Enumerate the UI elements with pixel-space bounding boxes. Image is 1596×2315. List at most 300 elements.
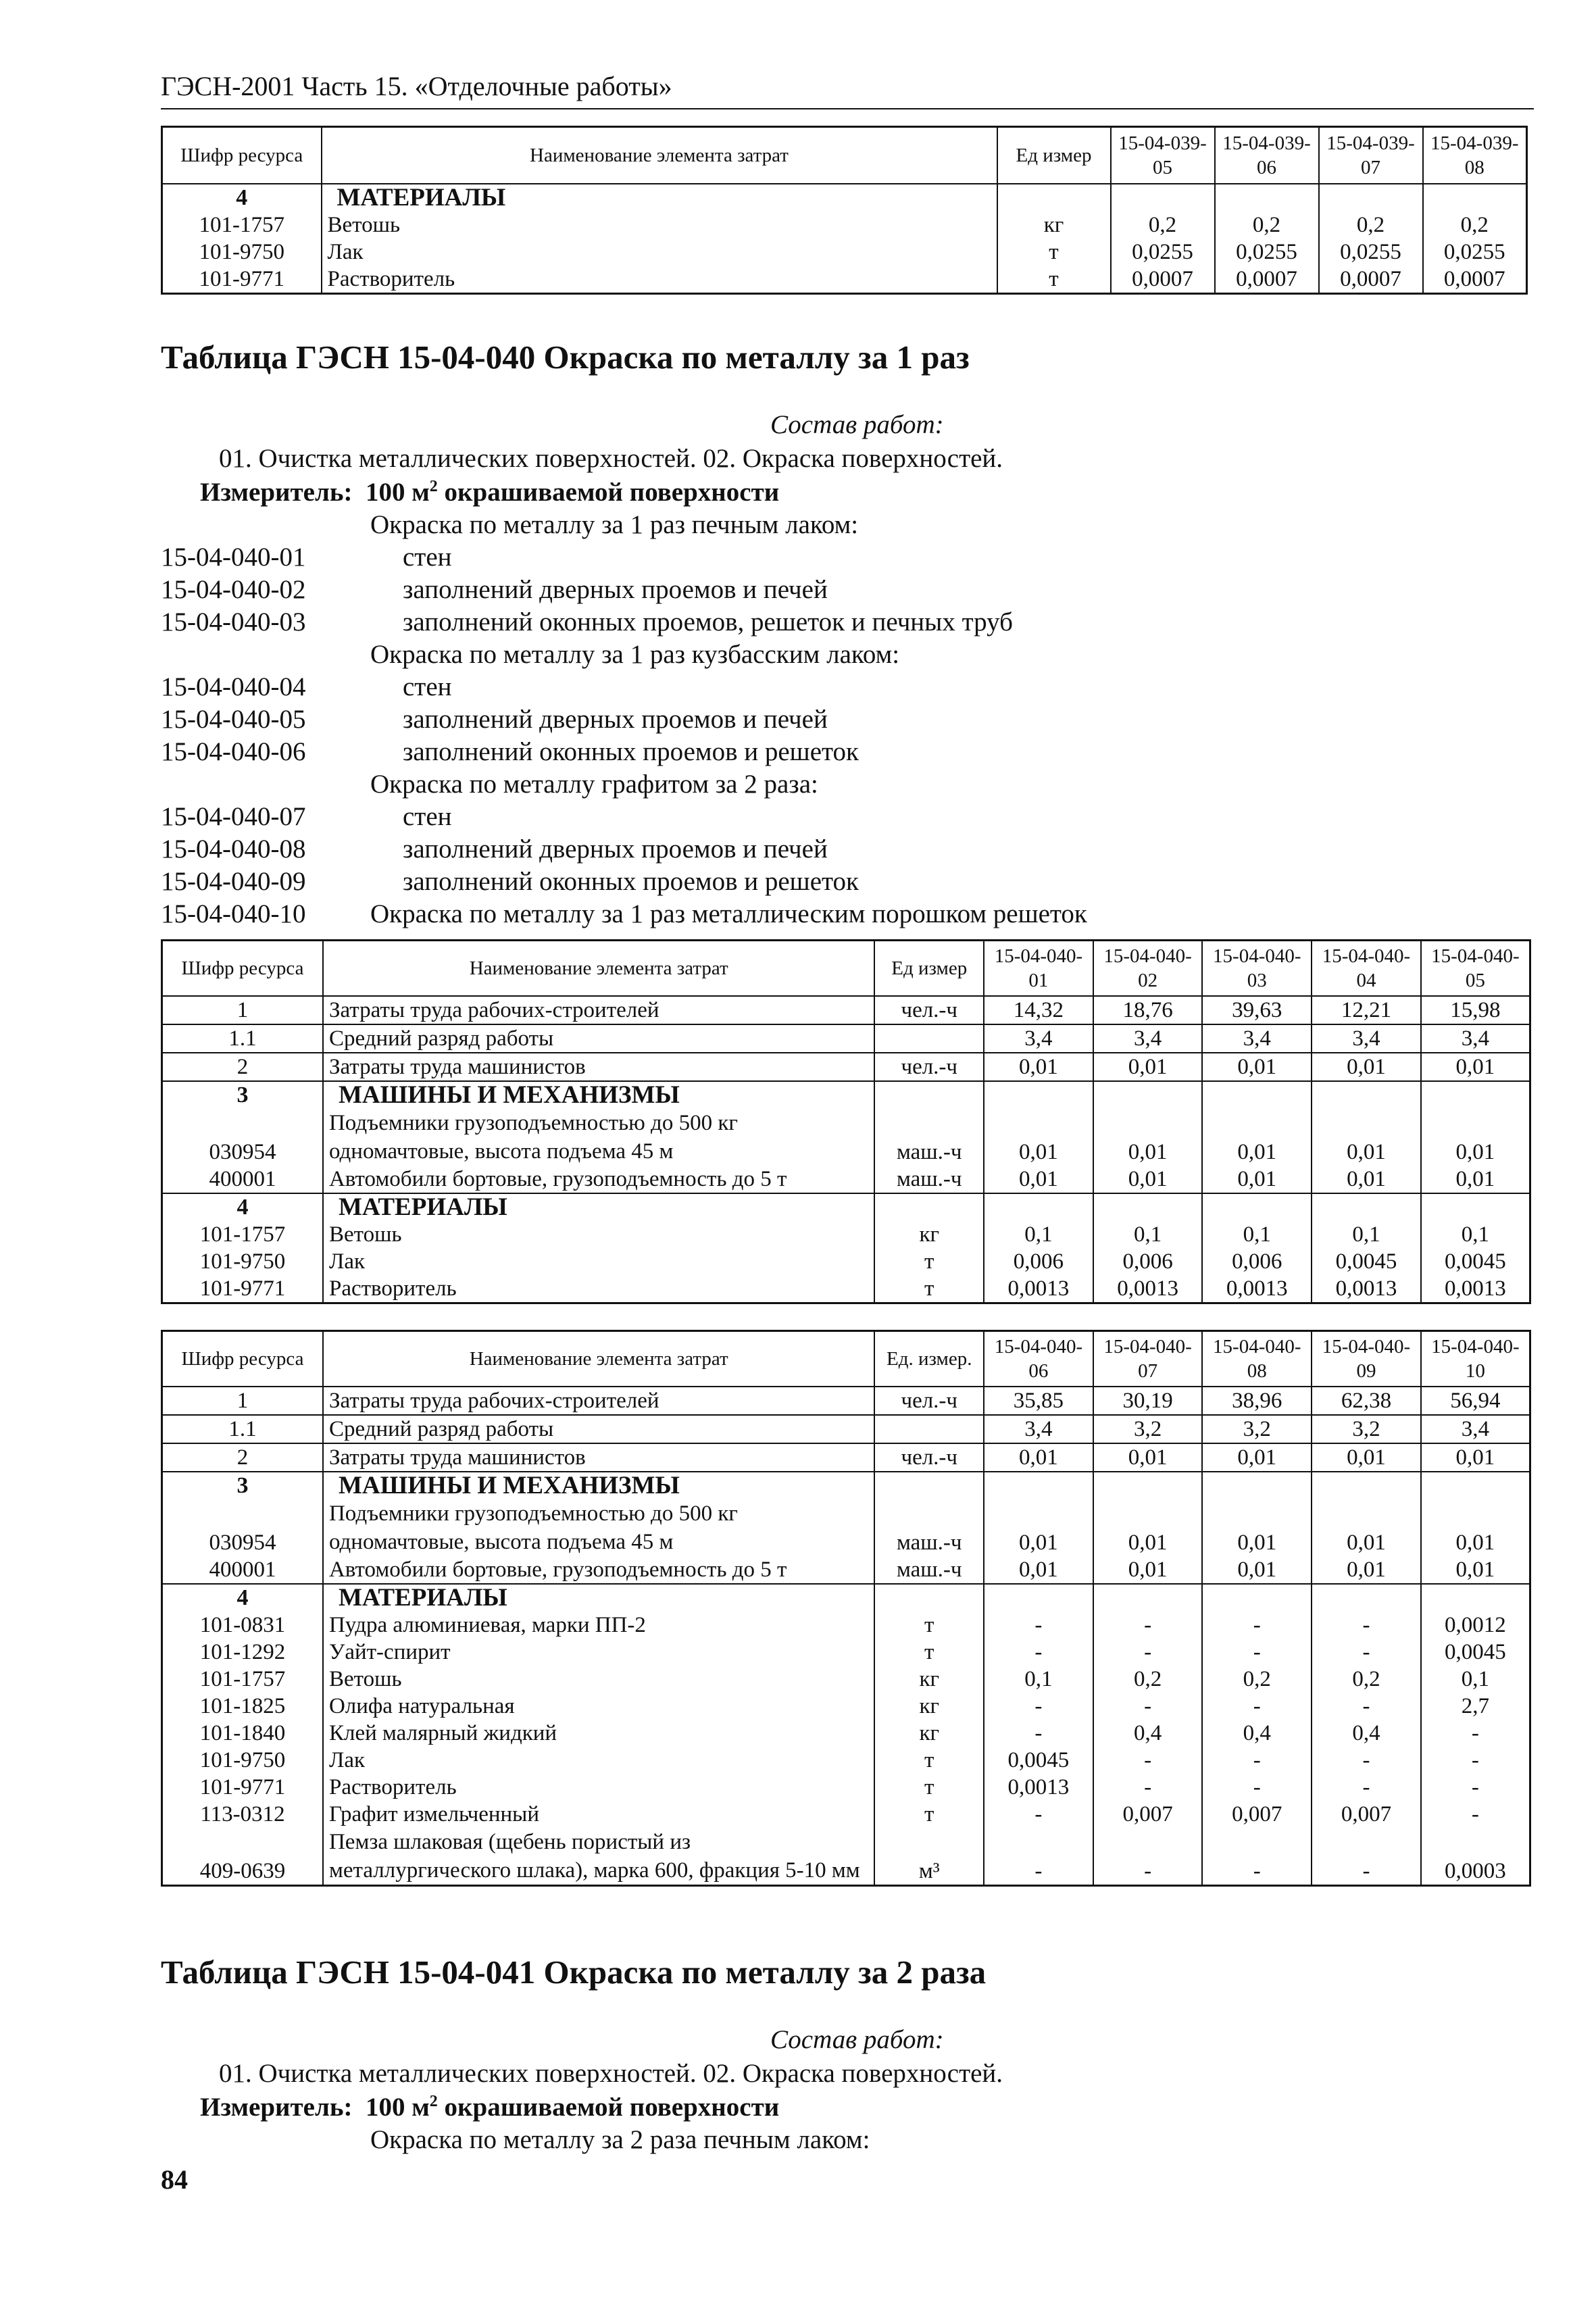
cell-value: 0,2 [1423,211,1527,239]
col-header-rate: 15-04-039-07 [1319,127,1423,184]
cell-value: 0,0007 [1215,266,1319,294]
measure-tail: окрашиваемой поверхности [444,478,780,507]
option-text: стен [403,543,452,572]
cell-value: 0,2 [1319,211,1423,239]
option-code: 15-04-040-02 [161,575,306,604]
col-header-name: Наименование элемента затрат [323,941,874,996]
cell-name: Средний разряд работы [323,1024,874,1053]
cell-value [984,1472,1093,1499]
cell-name: Лак [322,239,997,266]
cell-value: 3,4 [1093,1024,1203,1053]
cell-unit: т [874,1639,984,1666]
cell-value: 3,2 [1202,1415,1312,1443]
cell-unit: т [874,1612,984,1639]
cell-code: 4 [162,1193,323,1221]
cell-name: МАШИНЫ И МЕХАНИЗМЫ [323,1081,874,1109]
table-body [162,996,1530,1303]
option-text: заполнений оконных проемов и решеток [403,867,859,896]
cell-value: 0,1 [984,1221,1093,1248]
cell-value: 0,01 [1312,1556,1421,1584]
cell-unit [874,1415,984,1443]
cell-value: 2,7 [1421,1693,1530,1720]
cell-value [984,1081,1093,1109]
cell-code: 030954 [162,1109,323,1166]
cell-code: 3 [162,1472,323,1499]
cell-value: - [1202,1612,1312,1639]
resource-table-040-b [161,1330,1531,1887]
cell-value: 62,38 [1312,1387,1421,1415]
cell-value: 0,01 [1202,1053,1312,1081]
cell-value: - [1312,1774,1421,1801]
table-row [162,1193,1530,1221]
cell-name: Подъемники грузоподъемностью до 500 кг одномачтовые, высота подъема 45 м [323,1499,874,1556]
table-row [162,1443,1530,1472]
col-header-rate: 15-04-040-02 [1093,941,1203,996]
cell-value: 0,0013 [984,1774,1093,1801]
cell-value: 0,4 [1202,1720,1312,1747]
cell-value: 0,2 [1093,1666,1203,1693]
table-title: Таблица ГЭСН 15-04-041 Окраска по металлу за 2 раза [161,1953,987,1991]
cell-name: Пудра алюминиевая, марки ПП-2 [323,1612,874,1639]
cell-value [1093,1472,1203,1499]
table-row [162,1275,1530,1303]
cell-value: 0,01 [984,1166,1093,1193]
cell-value [984,1584,1093,1612]
measure-value: 100 м [365,478,430,507]
cell-unit: маш.-ч [874,1166,984,1193]
cell-name: Ветошь [322,211,997,239]
cell-code: 1 [162,1387,323,1415]
cell-value: - [1312,1828,1421,1886]
col-header-rate: 15-04-040-03 [1202,941,1312,996]
cell-value: - [1312,1612,1421,1639]
cell-value: - [1421,1720,1530,1747]
cell-value: 0,01 [984,1499,1093,1556]
cell-name: Графит измельченный [323,1801,874,1828]
cell-value: 0,01 [1202,1443,1312,1472]
cell-value: - [1093,1828,1203,1886]
cell-value [1215,184,1319,211]
cell-value: 56,94 [1421,1387,1530,1415]
option-text: заполнений оконных проемов и решеток [403,737,859,766]
cell-value: - [1312,1639,1421,1666]
cell-code: 409-0639 [162,1828,323,1886]
cell-value: 0,1 [1421,1666,1530,1693]
cell-name: Растворитель [323,1275,874,1303]
cell-value: - [984,1801,1093,1828]
col-header-unit: Ед измер [997,127,1111,184]
cell-value: 0,01 [1312,1166,1421,1193]
table-row [162,1221,1530,1248]
cell-code: 030954 [162,1499,323,1556]
cell-name: МАТЕРИАЛЫ [322,184,997,211]
page-number: 84 [161,2164,188,2195]
cell-code: 113-0312 [162,1801,323,1828]
cell-code: 4 [162,184,322,211]
col-header-code: Шифр ресурса [162,127,322,184]
option-text: заполнений дверных проемов и печей [403,835,828,864]
table-row [162,1024,1530,1053]
cell-code: 101-1292 [162,1639,323,1666]
table-row [162,1387,1530,1415]
cell-value: 0,0007 [1319,266,1423,294]
cell-unit: кг [874,1720,984,1747]
cell-value [1312,1472,1421,1499]
cell-value: 0,01 [984,1053,1093,1081]
cell-name: Лак [323,1747,874,1774]
table-row [162,1556,1530,1584]
cell-value: 0,01 [1202,1499,1312,1556]
cell-value: 0,1 [984,1666,1093,1693]
cell-value: 0,0012 [1421,1612,1530,1639]
cell-name: Ветошь [323,1221,874,1248]
cell-value: 3,2 [1093,1415,1203,1443]
cell-value: 0,01 [1312,1443,1421,1472]
cell-value: 0,0045 [1421,1639,1530,1666]
cell-value: 0,0045 [1421,1248,1530,1275]
cell-name: Автомобили бортовые, грузоподъемность до 5 т [323,1556,874,1584]
table-row [162,1612,1530,1639]
cell-unit: т [874,1801,984,1828]
cell-value: - [1421,1747,1530,1774]
cell-value: 0,01 [1421,1053,1530,1081]
cell-value [984,1193,1093,1221]
option-text: Окраска по металлу за 1 раз металлическим порошком решеток [370,899,1087,928]
cell-name: Затраты труда рабочих-строителей [323,1387,874,1415]
col-header-rate: 15-04-040-09 [1312,1331,1421,1387]
cell-name: Средний разряд работы [323,1415,874,1443]
cell-value: - [984,1828,1093,1886]
table-body [162,184,1527,294]
cell-value: 0,01 [1421,1166,1530,1193]
cell-value: 3,4 [984,1024,1093,1053]
cell-value: 0,1 [1312,1221,1421,1248]
cell-code: 1.1 [162,1415,323,1443]
cell-value: 14,32 [984,996,1093,1024]
col-header-rate: 15-04-039-08 [1423,127,1527,184]
cell-value: 0,0007 [1423,266,1527,294]
cell-value: 0,01 [1093,1053,1203,1081]
cell-value: - [1093,1774,1203,1801]
option-group-title: Окраска по металлу графитом за 2 раза: [370,770,818,799]
cell-value: - [1093,1612,1203,1639]
cell-value [1421,1472,1530,1499]
cell-value: 0,01 [1312,1499,1421,1556]
cell-unit: т [874,1747,984,1774]
cell-unit: т [874,1248,984,1275]
cell-code: 101-1840 [162,1720,323,1747]
cell-value: 15,98 [1421,996,1530,1024]
cell-value: 0,0255 [1111,239,1215,266]
option-code: 15-04-040-09 [161,867,306,896]
cell-value: - [1202,1747,1312,1774]
cell-value [1093,1584,1203,1612]
cell-unit: чел.-ч [874,1053,984,1081]
cell-unit: кг [874,1666,984,1693]
cell-value: 0,2 [1111,211,1215,239]
option-code: 15-04-040-06 [161,737,306,766]
cell-value: 0,0013 [1421,1275,1530,1303]
work-composition-text: 01. Очистка металлических поверхностей. 02. Окраска поверхностей. [219,444,1003,473]
cell-unit: чел.-ч [874,996,984,1024]
cell-value: 0,01 [1202,1109,1312,1166]
cell-value: 0,01 [1093,1109,1203,1166]
cell-name: Растворитель [323,1774,874,1801]
cell-value: 0,0255 [1423,239,1527,266]
table-body [162,1387,1530,1886]
cell-code: 4 [162,1584,323,1612]
option-text: стен [403,802,452,831]
measure-line [200,477,779,507]
table-row [162,1720,1530,1747]
table-row [162,239,1527,266]
work-composition-label: Состав работ: [770,2025,944,2054]
cell-name: Растворитель [322,266,997,294]
table-title: Таблица ГЭСН 15-04-040 Окраска по металлу за 1 раз [161,339,970,376]
cell-unit: кг [874,1221,984,1248]
cell-unit: маш.-ч [874,1556,984,1584]
table-row [162,184,1527,211]
cell-name: Лак [323,1248,874,1275]
table-row [162,1747,1530,1774]
cell-value [1093,1193,1203,1221]
option-text: стен [403,672,452,701]
option-text: заполнений оконных проемов, решеток и печных труб [403,607,1013,637]
cell-unit [874,1472,984,1499]
cell-value: - [984,1720,1093,1747]
cell-value: 0,01 [1093,1499,1203,1556]
cell-code: 101-1757 [162,211,322,239]
cell-value: 0,01 [984,1443,1093,1472]
cell-value: 3,4 [1421,1024,1530,1053]
table-row [162,1828,1530,1886]
cell-value: 38,96 [1202,1387,1312,1415]
cell-value: 0,0013 [1202,1275,1312,1303]
table-row [162,1774,1530,1801]
cell-value: 0,0013 [984,1275,1093,1303]
cell-value: - [984,1693,1093,1720]
col-header-rate: 15-04-039-05 [1111,127,1215,184]
table-row [162,1666,1530,1693]
cell-value: 12,21 [1312,996,1421,1024]
cell-value: 0,01 [1421,1499,1530,1556]
option-code: 15-04-040-04 [161,672,306,701]
table-row [162,1693,1530,1720]
cell-value: 0,01 [1421,1556,1530,1584]
cell-unit [874,1193,984,1221]
cell-code: 101-9750 [162,1747,323,1774]
col-header-name: Наименование элемента затрат [322,127,997,184]
cell-value: 39,63 [1202,996,1312,1024]
cell-name: Пемза шлаковая (щебень пористый из металлургического шлака), марка 600, фракция 5-10 мм [323,1828,874,1886]
cell-name: МАТЕРИАЛЫ [323,1193,874,1221]
cell-value: - [984,1612,1093,1639]
cell-value: 0,007 [1093,1801,1203,1828]
table-row [162,1081,1530,1109]
cell-name: Уайт-спирит [323,1639,874,1666]
measure-label: Измеритель: [200,478,353,507]
col-header-rate: 15-04-039-06 [1215,127,1319,184]
cell-value: 35,85 [984,1387,1093,1415]
col-header-rate: 15-04-040-07 [1093,1331,1203,1387]
cell-value: 0,01 [1202,1556,1312,1584]
cell-code: 101-9750 [162,1248,323,1275]
cell-value [1312,1193,1421,1221]
table-row [162,1801,1530,1828]
table-row [162,1639,1530,1666]
cell-value: 0,1 [1202,1221,1312,1248]
cell-value: 0,006 [1093,1248,1203,1275]
col-header-code: Шифр ресурса [162,1331,323,1387]
cell-value: - [1093,1747,1203,1774]
cell-unit: маш.-ч [874,1109,984,1166]
cell-code: 1 [162,996,323,1024]
cell-value: 0,1 [1421,1221,1530,1248]
cell-value: - [1421,1774,1530,1801]
cell-name: Затраты труда рабочих-строителей [323,996,874,1024]
cell-value: - [1202,1639,1312,1666]
cell-value: 0,007 [1312,1801,1421,1828]
cell-code: 101-9750 [162,239,322,266]
cell-value: 0,01 [1093,1556,1203,1584]
measure-value: 100 м [365,2093,430,2122]
resource-table-039 [161,126,1528,295]
cell-value: 0,0013 [1093,1275,1203,1303]
cell-value: - [1093,1639,1203,1666]
cell-value: 0,0013 [1312,1275,1421,1303]
cell-code: 101-1757 [162,1221,323,1248]
cell-code: 101-9771 [162,1275,323,1303]
cell-value: 3,4 [1312,1024,1421,1053]
col-header-name: Наименование элемента затрат [323,1331,874,1387]
cell-value [1421,1193,1530,1221]
measure-tail: окрашиваемой поверхности [444,2093,780,2122]
measure-sup: 2 [429,478,438,495]
cell-unit: кг [997,211,1111,239]
col-header-rate: 15-04-040-06 [984,1331,1093,1387]
work-composition-text: 01. Очистка металлических поверхностей. 02. Окраска поверхностей. [219,2059,1003,2088]
table-row [162,1053,1530,1081]
cell-code: 101-1825 [162,1693,323,1720]
cell-value: 0,01 [1421,1109,1530,1166]
cell-value: 0,2 [1215,211,1319,239]
cell-code: 101-9771 [162,266,322,294]
cell-value [1202,1584,1312,1612]
cell-value: 18,76 [1093,996,1203,1024]
cell-name: Затраты труда машинистов [323,1443,874,1472]
cell-name: МАТЕРИАЛЫ [323,1584,874,1612]
cell-unit: чел.-ч [874,1387,984,1415]
option-code: 15-04-040-01 [161,543,306,572]
cell-value: - [1312,1747,1421,1774]
table-row [162,1248,1530,1275]
cell-unit [997,184,1111,211]
cell-code: 2 [162,1053,323,1081]
col-header-rate: 15-04-040-10 [1421,1331,1530,1387]
cell-value: 0,01 [984,1109,1093,1166]
table-row [162,1415,1530,1443]
option-code: 15-04-040-07 [161,802,306,831]
cell-name: Клей малярный жидкий [323,1720,874,1747]
option-text: заполнений дверных проемов и печей [403,705,828,734]
cell-name: Подъемники грузоподъемностью до 500 кг одномачтовые, высота подъема 45 м [323,1109,874,1166]
option-group-title: Окраска по металлу за 1 раз кузбасским лаком: [370,640,900,669]
cell-value: 0,0255 [1319,239,1423,266]
cell-unit [874,1024,984,1053]
cell-code: 101-9771 [162,1774,323,1801]
table-row [162,996,1530,1024]
cell-value: 0,01 [1312,1109,1421,1166]
cell-unit [874,1081,984,1109]
cell-value: 0,01 [1093,1166,1203,1193]
cell-code: 400001 [162,1166,323,1193]
cell-code: 2 [162,1443,323,1472]
cell-unit: чел.-ч [874,1443,984,1472]
cell-unit: т [874,1275,984,1303]
cell-value: 0,01 [1093,1443,1203,1472]
option-code: 15-04-040-05 [161,705,306,734]
cell-value: 0,1 [1093,1221,1203,1248]
cell-value: 0,0045 [984,1747,1093,1774]
cell-code: 101-0831 [162,1612,323,1639]
col-header-rate: 15-04-040-05 [1421,941,1530,996]
cell-unit: кг [874,1693,984,1720]
cell-name: Ветошь [323,1666,874,1693]
cell-value: - [1202,1828,1312,1886]
col-header-rate: 15-04-040-08 [1202,1331,1312,1387]
cell-code: 3 [162,1081,323,1109]
cell-value: 0,007 [1202,1801,1312,1828]
cell-value [1312,1081,1421,1109]
cell-value [1319,184,1423,211]
col-header-unit: Ед. измер. [874,1331,984,1387]
col-header-unit: Ед измер [874,941,984,996]
measure-sup: 2 [429,2093,438,2110]
col-header-code: Шифр ресурса [162,941,323,996]
cell-value: 3,4 [1421,1415,1530,1443]
cell-value: 3,2 [1312,1415,1421,1443]
cell-value: 0,006 [1202,1248,1312,1275]
cell-value [1111,184,1215,211]
cell-unit: т [874,1774,984,1801]
cell-unit: т [997,266,1111,294]
cell-code: 101-1757 [162,1666,323,1693]
cell-value: 0,01 [984,1556,1093,1584]
measure-label: Измеритель: [200,2093,353,2122]
cell-value: 0,0045 [1312,1248,1421,1275]
resource-table-040-a [161,939,1531,1304]
cell-value: 0,0003 [1421,1828,1530,1886]
cell-value [1202,1081,1312,1109]
cell-name: Олифа натуральная [323,1693,874,1720]
col-header-rate: 15-04-040-01 [984,941,1093,996]
cell-unit: т [997,239,1111,266]
table-row [162,266,1527,294]
cell-value: - [984,1639,1093,1666]
table-row [162,211,1527,239]
running-header: ГЭСН-2001 Часть 15. «Отделочные работы» [161,71,672,101]
measure-line [200,2092,779,2122]
cell-value: 0,2 [1202,1666,1312,1693]
cell-value: 0,01 [1312,1053,1421,1081]
cell-value [1421,1584,1530,1612]
cell-value [1202,1472,1312,1499]
cell-value: 3,4 [1202,1024,1312,1053]
col-header-rate: 15-04-040-04 [1312,941,1421,996]
work-composition-label: Состав работ: [770,410,944,439]
cell-code: 400001 [162,1556,323,1584]
option-text: заполнений дверных проемов и печей [403,575,828,604]
